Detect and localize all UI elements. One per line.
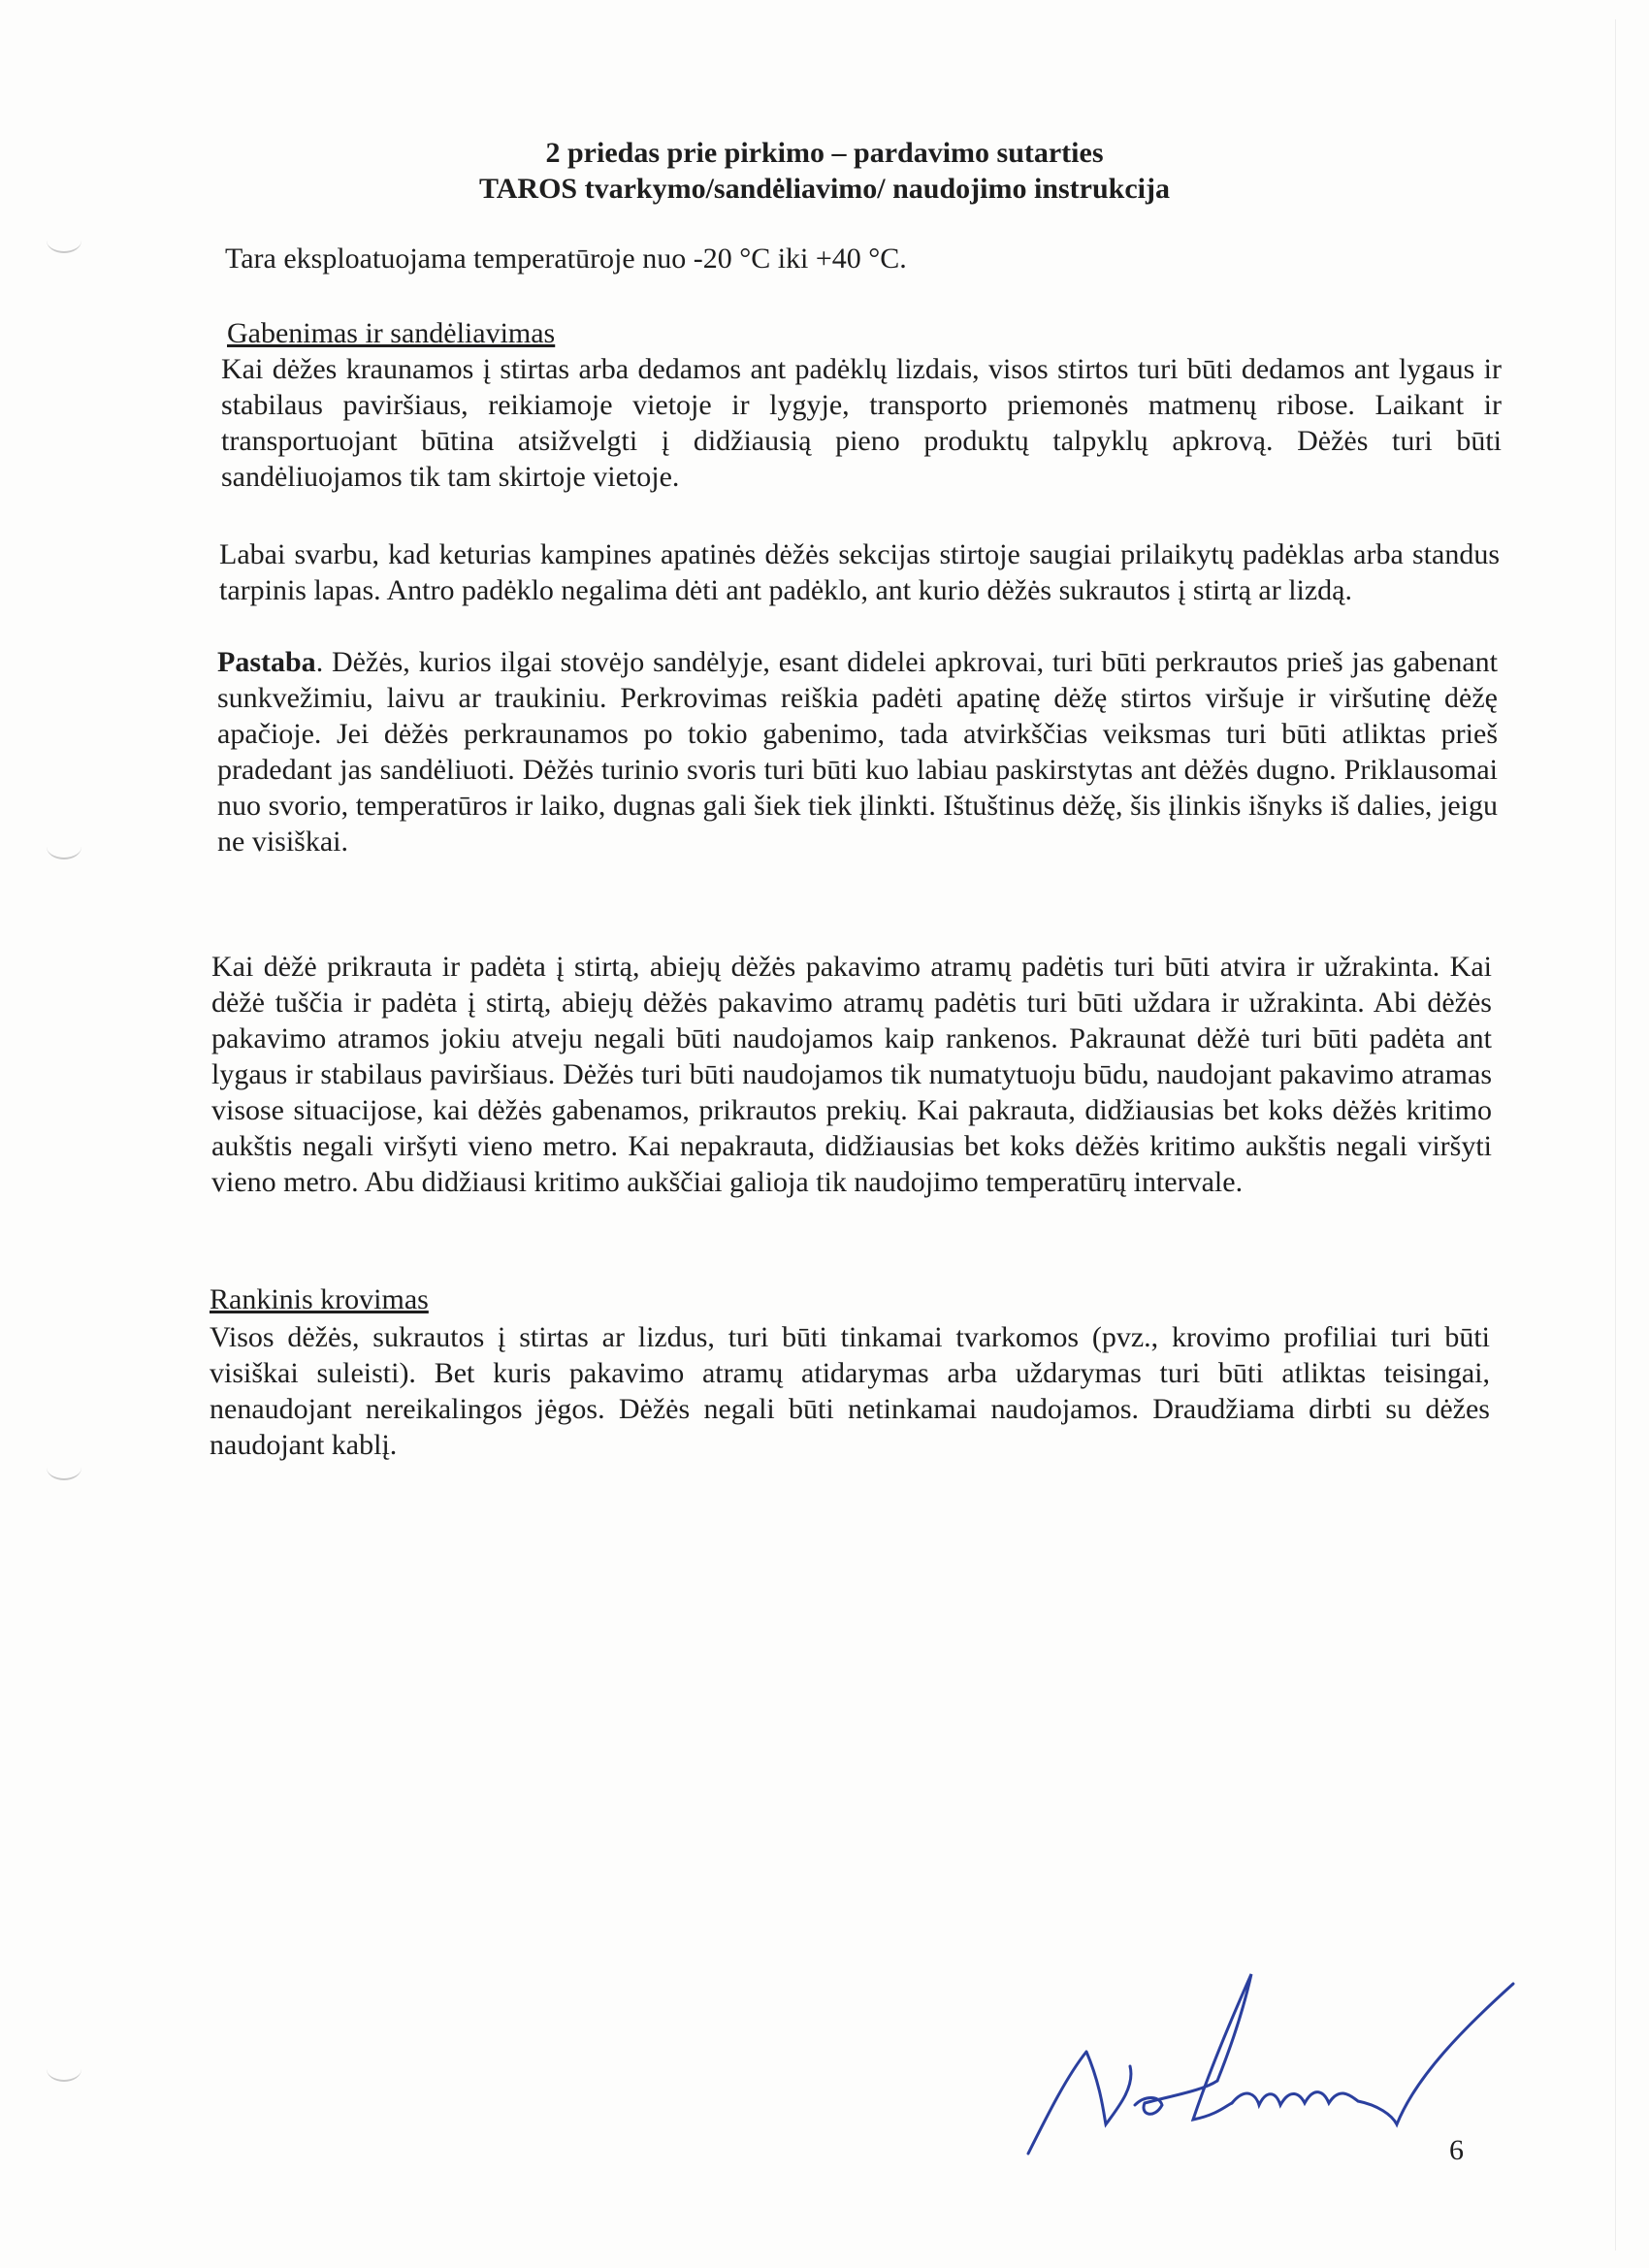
- note-paragraph: [217, 644, 1498, 859]
- handwritten-signature: [1009, 1960, 1552, 2163]
- section-heading-transport: Gabenimas ir sandėliavimas: [227, 317, 556, 349]
- paragraph-manual-loading: Visos dėžės, sukrautos į stirtas ar lizdus, turi būti tinkamai tvarkomos (pvz., krovimo profiliai turi būti visiškai suleisti). Bet kuris pakavimo atramų atidarymas arba uždarymas turi būti atliktas teisingai, nenaudojant nereikalingos jėgos. Dėžės negali būti netinkamai naudojamos. Draudžiama dirbti su dėžes naudojant kablį.: [210, 1321, 1490, 1461]
- page-number: 6: [1449, 2134, 1464, 2166]
- punch-hole-mark: [47, 228, 81, 253]
- paragraph-transport: Kai dėžes kraunamos į stirtas arba dedamos ant padėklų lizdais, visos stirtos turi būti dedamos ant lygaus ir stabilaus paviršiaus, reikiamoje vietoje ir lygyje, transporto priemonės matmenų ribose. Laikant ir transportuojant būtina atsižvelgti į didžiausią pieno produktų talpyklų apkrovą. Dėžės turi būti sandėliuojamos tik tam skirtoje vietoje.: [221, 353, 1502, 493]
- note-label: Pastaba: [217, 646, 316, 678]
- temperature-statement: Tara eksploatuojama temperatūroje nuo -20 °C iki +40 °C.: [225, 243, 907, 275]
- document-title-line2: TAROS tvarkymo/sandėliavimo/ naudojimo instrukcija: [478, 173, 1171, 205]
- document-title-line1: 2 priedas prie pirkimo – pardavimo sutarties: [545, 137, 1104, 169]
- note-text: . Dėžės, kurios ilgai stovėjo sandėlyje, esant didelei apkrovai, turi būti perkrautos prieš jas gabenant sunkvežimiu, laivu ar traukiniu. Perkrovimas reiškia padėti apatinę dėžę stirtos viršuje ir viršutinę dėžę apačioje. Jei dėžės perkraunamos po tokio gabenimo, tada atvirkščias veiksmas turi būti atliktas prieš pradedant jas sandėliuoti. Dėžės turinio svoris turi būti kuo labiau paskirstytas ant dėžės dugno. Priklausomai nuo svorio, temperatūros ir laiko, dugnas gali šiek tiek įlinkti. Ištuštinus dėžę, šis įlinkis išnyks iš dalies, jeigu ne visiškai.: [217, 646, 1498, 858]
- punch-hole-mark: [47, 834, 81, 859]
- punch-hole-mark: [47, 1455, 81, 1480]
- paragraph-corners: Labai svarbu, kad keturias kampines apatinės dėžės sekcijas stirtoje saugiai prilaikytų padėklas arba standus tarpinis lapas. Antro padėklo negalima dėti ant padėklo, ant kurio dėžės sukrautos į stirtą ar lizdą.: [219, 538, 1500, 606]
- scan-edge-line: [1615, 19, 1616, 2251]
- section-heading-manual-loading: Rankinis krovimas: [210, 1283, 429, 1315]
- punch-hole-mark: [47, 2057, 81, 2082]
- paragraph-supports: Kai dėžė prikrauta ir padėta į stirtą, abiejų dėžės pakavimo atramų padėtis turi būti atvira ir užrakinta. Kai dėžė tuščia ir padėta į stirtą, abiejų dėžės pakavimo atramų padėtis turi būti uždara ir užrakinta. Abi dėžės pakavimo atramos jokiu atveju negali būti naudojamos kaip rankenos. Pakraunat dėžė turi būti padėta ant lygaus ir stabilaus paviršiaus. Dėžės turi būti naudojamos tik numatytuoju būdu, naudojant pakavimo atramas visose situacijose, kai dėžės gabenamos, prikrautos prekių. Kai pakrauta, didžiausias bet koks dėžės kritimo aukštis negali viršyti vieno metro. Kai nepakrauta, didžiausias bet koks dėžės kritimo aukštis negali viršyti vieno metro. Abu didžiausi kritimo aukščiai galioja tik naudojimo temperatūrų intervale.: [211, 951, 1492, 1198]
